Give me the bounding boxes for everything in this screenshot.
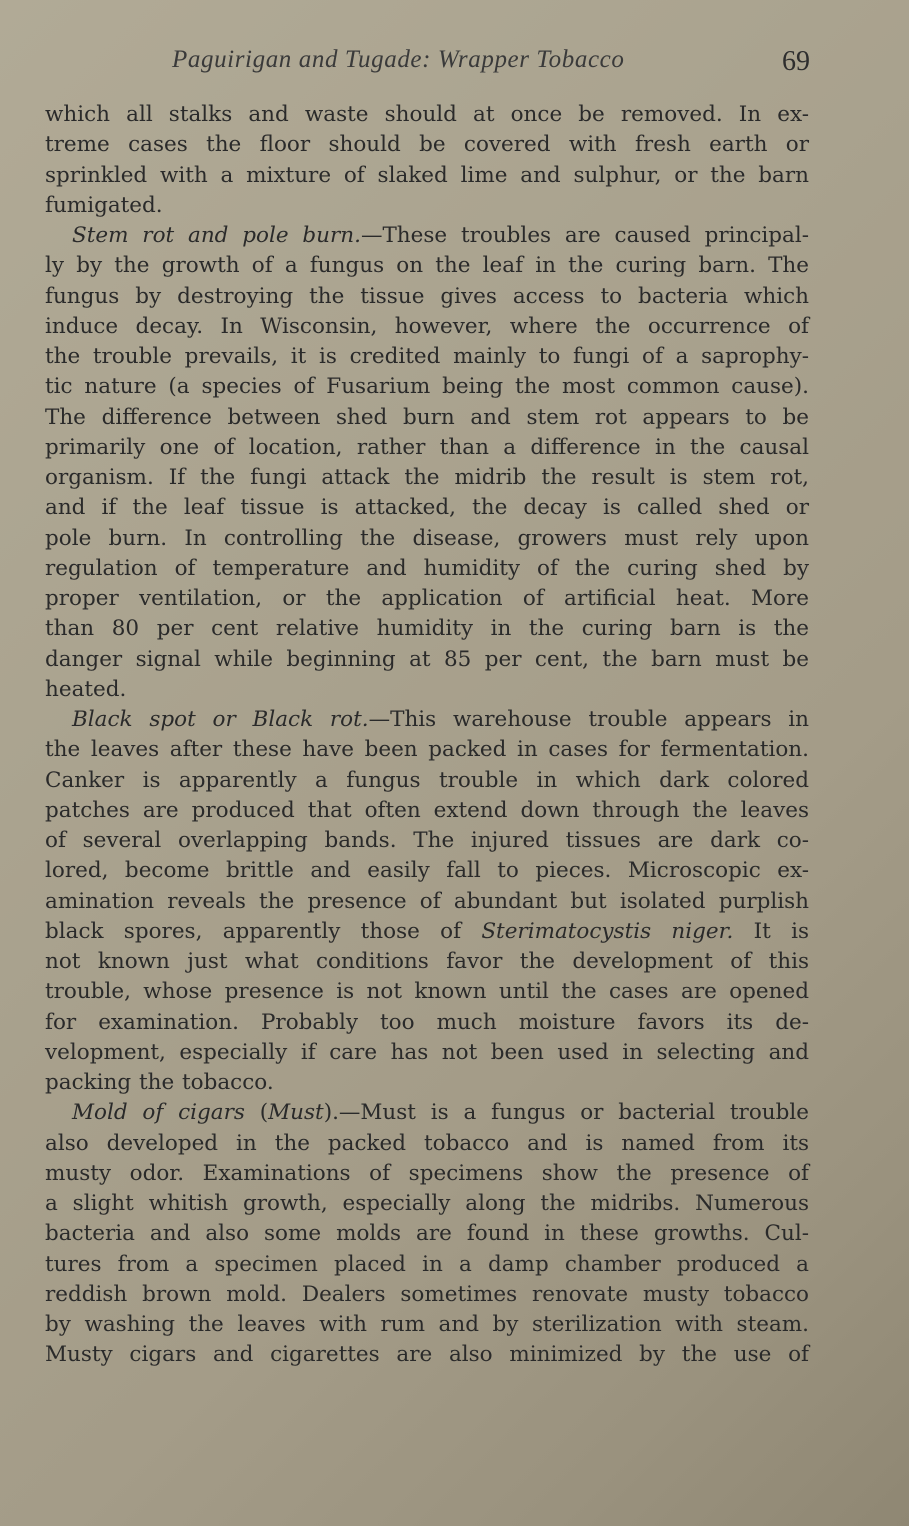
text-line: pole burn. In controlling the disease, growers must rely upon xyxy=(45,525,809,551)
text-line: packing the tobacco. xyxy=(45,1070,274,1095)
text-line: amination reveals the presence of abundant but isolated purplish xyxy=(45,888,809,914)
text-run: It is xyxy=(733,918,809,944)
text-line: a slight whitish growth, especially along the midribs. Numerous xyxy=(45,1191,809,1216)
text-line: primarily one of location, rather than a difference in the causal xyxy=(45,434,809,460)
text-line: also developed in the packed tobacco and is named from its xyxy=(45,1130,809,1156)
text-line: lored, become brittle and easily fall to pieces. Microscopic ex- xyxy=(45,858,809,884)
text-line: than 80 per cent relative humidity in the curing barn is the xyxy=(45,616,809,642)
text-line: and if the leaf tissue is attacked, the decay is called shed or xyxy=(45,495,809,521)
text-line: fungus by destroying the tissue gives access to bacteria which xyxy=(45,283,809,309)
text-line-spores xyxy=(45,917,809,947)
section-subheading-must: Must xyxy=(268,1100,324,1126)
section-heading-stem-rot: Stem rot and pole burn. xyxy=(72,223,361,248)
page-header xyxy=(0,42,909,82)
text-line: induce decay. In Wisconsin, however, where the occurrence of xyxy=(45,313,809,339)
text-line: reddish brown mold. Dealers sometimes renovate musty tobacco xyxy=(45,1281,809,1307)
text-run: ).—Must is a fungus or bacterial trouble xyxy=(323,1100,809,1126)
text-line: Canker is apparently a fungus trouble in which dark colored xyxy=(45,767,809,793)
text-run: black spores, apparently those of xyxy=(45,918,482,944)
text-line: trouble, whose presence is not known until the cases are opened xyxy=(45,979,809,1005)
text-line: tures from a specimen placed in a damp chamber produced a xyxy=(45,1251,809,1277)
section-mold-first-line xyxy=(45,1098,809,1128)
text-line: which all stalks and waste should at once be removed. In ex- xyxy=(45,102,809,127)
text-line: tic nature (a species of Fusarium being the most common cause). xyxy=(45,374,809,400)
text-run: —These troubles are caused principal- xyxy=(360,223,810,248)
text-line: heated. xyxy=(45,676,127,702)
text-line: not known just what conditions favor the development of this xyxy=(45,949,809,974)
text-line: the trouble prevails, it is credited mainly to fungi of a saprophy- xyxy=(45,344,809,369)
text-line: danger signal while beginning at 85 per cent, the barn must be xyxy=(45,646,809,672)
species-name: Sterimatocystis niger. xyxy=(481,918,734,944)
text-line: sprinkled with a mixture of slaked lime and sulphur, or the barn xyxy=(45,162,809,188)
section-stem-rot-first-line xyxy=(45,221,809,251)
text-run: —This warehouse trouble appears in xyxy=(368,707,809,732)
page-number: 69 xyxy=(782,46,810,77)
text-line: proper ventilation, or the application of artificial heat. More xyxy=(45,586,809,611)
text-line: of several overlapping bands. The injured tissues are dark co- xyxy=(45,828,809,853)
text-line: fumigated. xyxy=(45,192,163,218)
text-line: patches are produced that often extend down through the leaves xyxy=(45,797,809,823)
running-title: Paguirigan and Tugade: Wrapper Tobacco xyxy=(172,46,625,73)
body-text xyxy=(45,100,809,1371)
text-line: velopment, especially if care has not been used in selecting and xyxy=(45,1039,809,1065)
text-line: for examination. Probably too much moisture favors its de- xyxy=(45,1009,809,1035)
section-heading-black-spot: Black spot or Black rot. xyxy=(72,707,369,732)
text-line: musty odor. Examinations of specimens show the presence of xyxy=(45,1160,809,1186)
text-line: by washing the leaves with rum and by sterilization with steam. xyxy=(45,1312,809,1337)
text-line: organism. If the fungi attack the midrib the result is stem rot, xyxy=(45,465,809,490)
text-line: ly by the growth of a fungus on the leaf in the curing barn. The xyxy=(45,253,809,279)
section-black-spot-first-line xyxy=(45,705,809,735)
text-line: regulation of temperature and humidity of the curing shed by xyxy=(45,555,809,581)
text-run: ( xyxy=(244,1100,269,1126)
text-line: treme cases the floor should be covered with fresh earth or xyxy=(45,132,809,158)
text-line: bacteria and also some molds are found in these growths. Cul- xyxy=(45,1221,809,1247)
text-line: The difference between shed burn and stem rot appears to be xyxy=(45,404,809,430)
text-line: Musty cigars and cigarettes are also minimized by the use of xyxy=(45,1342,809,1368)
section-heading-mold: Mold of cigars xyxy=(72,1100,245,1126)
text-line: the leaves after these have been packed in cases for fermentation. xyxy=(45,737,809,763)
